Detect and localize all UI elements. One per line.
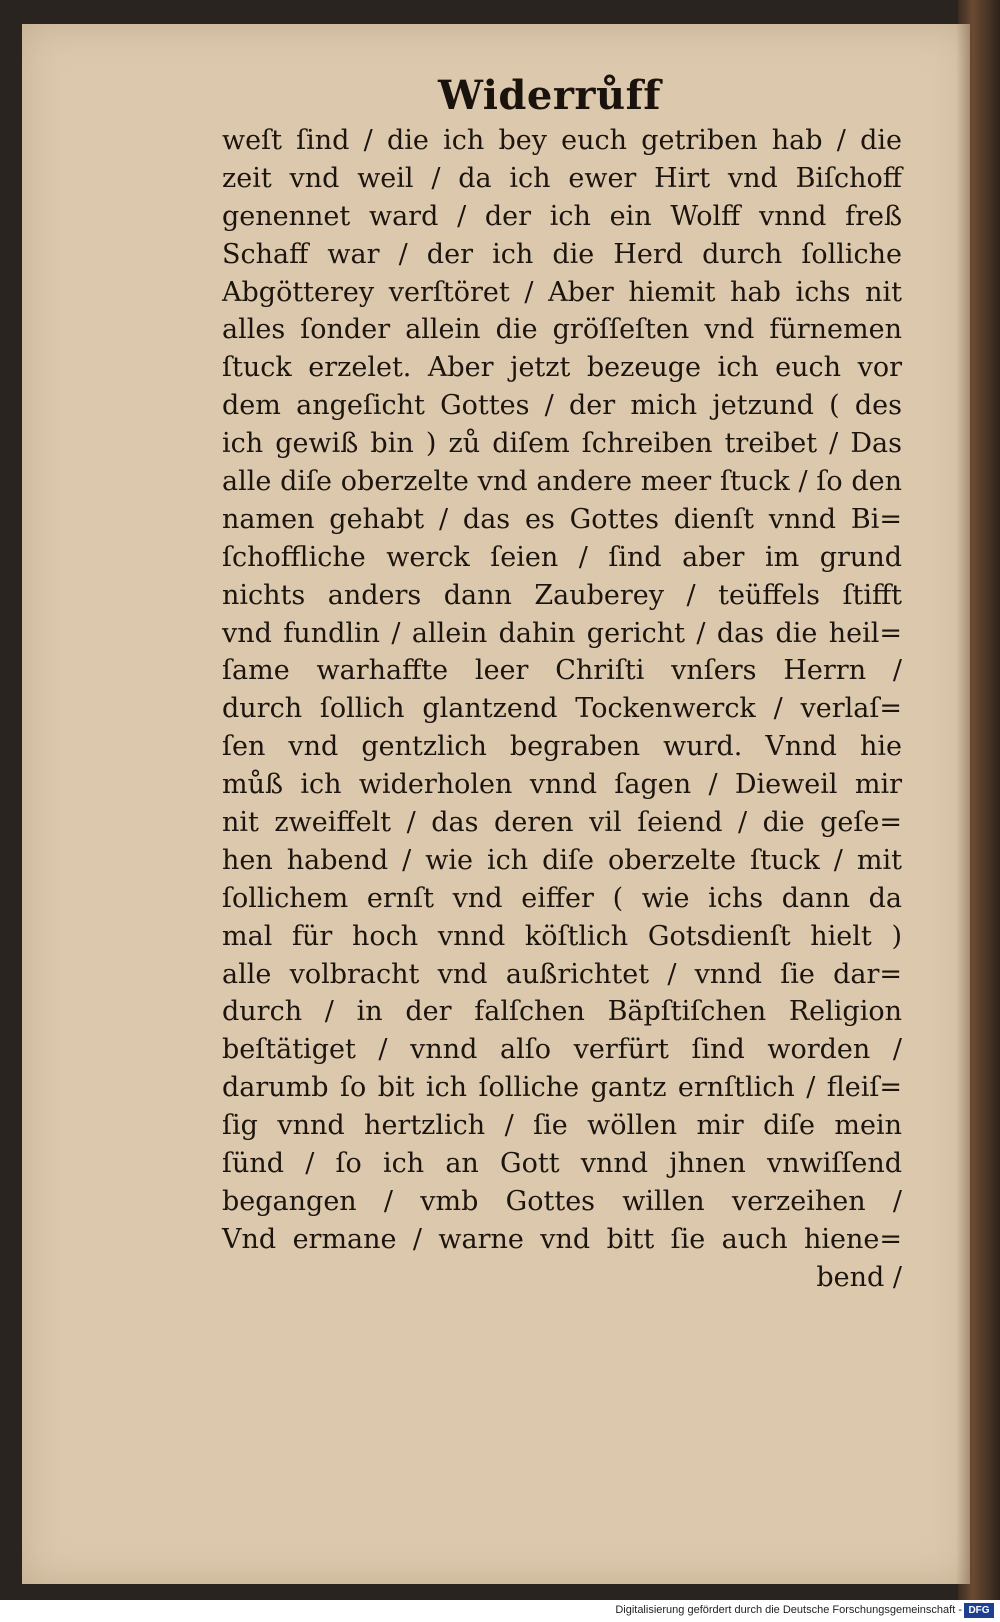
- text-line: ſchoffliche werck ſeien / ſind aber im grund: [222, 541, 902, 573]
- text-line: ſtuck erzelet. Aber jetzt bezeuge ich euch vor: [222, 352, 902, 384]
- text-line: alle volbracht vnd außrichtet / vnnd ſie dar=: [222, 958, 902, 990]
- text-line: Abgötterey verſtöret / Aber hiemit hab ichs nit: [222, 276, 902, 308]
- text-line: genennet ward / der ich ein Wolff vnnd freß: [222, 200, 902, 232]
- text-line: ſen vnd gentzlich begraben wurd. Vnnd hie: [222, 731, 902, 763]
- text-line: alles ſonder allein die gröſſeſten vnd fürnemen: [222, 314, 902, 346]
- footer-credit: Digitalisierung gefördert durch die Deutsche Forschungsgemeinschaft -: [615, 1604, 962, 1616]
- text-line: namen gehabt / das es Gottes dienſt vnnd Bi=: [222, 503, 902, 535]
- footer: [0, 1600, 1000, 1622]
- text-line: můß ich widerholen vnnd ſagen / Dieweil mir: [222, 769, 902, 801]
- dfg-logo-icon: DFG: [964, 1603, 994, 1618]
- text-line: hen habend / wie ich diſe oberzelte ſtuck / mit: [222, 844, 902, 876]
- running-head: Widerrůff: [438, 72, 661, 119]
- text-line: durch ſollich glantzend Tockenwerck / verlaſ=: [222, 693, 902, 725]
- text-line: alle diſe oberzelte vnd andere meer ſtuck / ſo den: [222, 466, 902, 498]
- text-line: dem angeſicht Gottes / der mich jetzund ( des: [222, 390, 902, 422]
- text-line: ſünd / ſo ich an Gott vnnd jhnen vnwiſſend: [222, 1148, 902, 1180]
- text-line: darumb ſo bit ich ſolliche gantz ernſtlich / fleiſ=: [222, 1072, 902, 1104]
- text-line: ſame warhaffte leer Chriſti vnſers Herrn /: [222, 655, 902, 687]
- text-line: Schaff war / der ich die Herd durch ſolliche: [222, 238, 902, 270]
- text-line: ſollichem ernſt vnd eiffer ( wie ichs dann da: [222, 882, 902, 914]
- text-line: begangen / vmb Gottes willen verzeihen /: [222, 1185, 902, 1217]
- text-line: beſtätiget / vnnd alſo verfürt ſind worden /: [222, 1034, 902, 1066]
- text-line: ſig vnnd hertzlich / ſie wöllen mir diſe mein: [222, 1110, 902, 1142]
- text-line: ich gewiß bin ) zů diſem ſchreiben treibet / Das: [222, 428, 902, 460]
- page-edge-shadow: [956, 24, 970, 1584]
- page-body-text: [222, 122, 902, 1297]
- text-line: nit zweiffelt / das deren vil ſeiend / die geſe=: [222, 807, 902, 839]
- text-line: zeit vnd weil / da ich ewer Hirt vnd Biſchoff: [222, 162, 902, 194]
- text-line: weſt ſind / die ich bey euch getriben hab / die: [222, 125, 902, 156]
- text-line: bend /: [816, 1261, 902, 1293]
- text-line: mal für hoch vnnd köſtlich Gotsdienſt hielt ): [222, 920, 902, 952]
- text-line: durch / in der falſchen Bäpſtiſchen Religion: [222, 996, 902, 1028]
- text-line: nichts anders dann Zauberey / teüffels ſtifft: [222, 579, 902, 611]
- text-line: vnd fundlin / allein dahin gericht / das die heil=: [222, 617, 902, 649]
- text-line: Vnd ermane / warne vnd bitt ſie auch hiene=: [222, 1223, 902, 1255]
